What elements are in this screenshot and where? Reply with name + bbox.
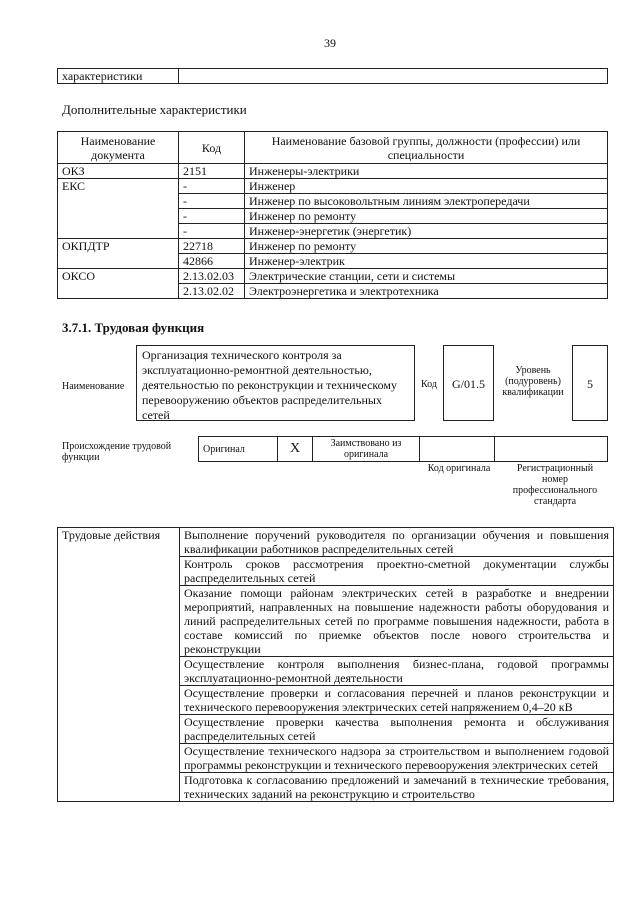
action-item: Оказание помощи районам электрических сетей в разработке и внедрении мероприятий, направленных на повышение надежности работы оборудования и линий распределительных сетей по программе повышения надежности, работа в составе комиссий по приемке объектов после нового строительства и реконструкции [180,586,614,657]
row-code: 22718 [179,239,245,254]
origin-table [198,436,608,462]
origin-mark: X [278,437,313,462]
row-code: - [179,209,245,224]
action-item: Подготовка к согласованию предложений и замечаний в технические требования, технических заданий на реконструкцию и строительство [180,773,614,802]
row-name: Инженер по ремонту [245,209,608,224]
function-name-value: Организация технического контроля за эксплуатационно-ремонтной деятельностью, деятельностью по реконструкции и техническому перевооружению объектов распределительных сетей [142,348,398,422]
action-item: Осуществление проверки и согласования перечней и планов реконструкции и технического перевооружения электрических сетей напряжением 0,4–20 кВ [180,686,614,715]
section-title: 3.7.1. Трудовая функция [62,320,205,335]
row-doc: ОКПДТР [58,239,179,269]
top-row-label: характеристики [58,69,179,84]
row-name: Электроэнергетика и электротехника [245,284,608,299]
row-code: 2151 [179,164,245,179]
page-number: 39 [324,36,336,50]
action-item: Выполнение поручений руководителя по организации обучения и повышения квалификации работников распределительных сетей [180,528,614,557]
action-item: Контроль сроков рассмотрения проектно-сметной документации службы распределительных сетей [180,557,614,586]
row-name: Инженер [245,179,608,194]
level-label: Уровень (подуровень) квалификации [502,365,564,398]
row-code: 2.13.02.03 [179,269,245,284]
row-code: 42866 [179,254,245,269]
row-name: Инженер-электрик [245,254,608,269]
origin-code-cell [420,437,495,462]
header-doc: Наименование документа [58,132,179,164]
row-name: Инженер по высоковольтным линиям электропередачи [245,194,608,209]
row-doc: ОКЗ [58,164,179,179]
row-code: - [179,224,245,239]
actions-table [57,527,614,802]
row-code: 2.13.02.02 [179,284,245,299]
row-code: - [179,194,245,209]
row-name: Инженеры-электрики [245,164,608,179]
row-name: Электрические станции, сети и системы [245,269,608,284]
reg-caption: Регистрационный номер профессионального стандарта [512,463,598,507]
top-row-table [57,68,608,84]
top-row-value [179,69,608,84]
level-box [572,345,608,421]
origin-original: Оригинал [199,437,278,462]
header-code: Код [179,132,245,164]
level-value: 5 [587,377,593,391]
name-label: Наименование [62,381,125,392]
row-code: - [179,179,245,194]
actions-label: Трудовые действия [58,528,180,802]
action-item: Осуществление проверки качества выполнения ремонта и обслуживания распределительных сетей [180,715,614,744]
action-item: Осуществление контроля выполнения бизнес-плана, годовой программы эксплуатационно-ремонтной деятельности [180,657,614,686]
function-code-box [443,345,494,421]
row-name: Инженер по ремонту [245,239,608,254]
row-doc: ОКСО [58,269,179,299]
code-caption: Код оригинала [427,463,491,474]
additional-table [57,131,608,299]
row-name: Инженер-энергетик (энергетик) [245,224,608,239]
origin-borrowed: Заимствовано из оригинала [313,437,420,462]
row-doc: ЕКС [58,179,179,239]
header-name: Наименование базовой группы, должности (профессии) или специальности [245,132,608,164]
code-label: Код [421,379,437,390]
function-name-box [136,345,415,421]
origin-reg-cell [495,437,608,462]
origin-label: Происхождение трудовой функции [62,441,172,463]
function-code-value: G/01.5 [452,377,485,391]
action-item: Осуществление технического надзора за строительством и выполнением годовой программы реконструкции и технического перевооружения электрических сетей [180,744,614,773]
additional-heading: Дополнительные характеристики [62,102,247,117]
